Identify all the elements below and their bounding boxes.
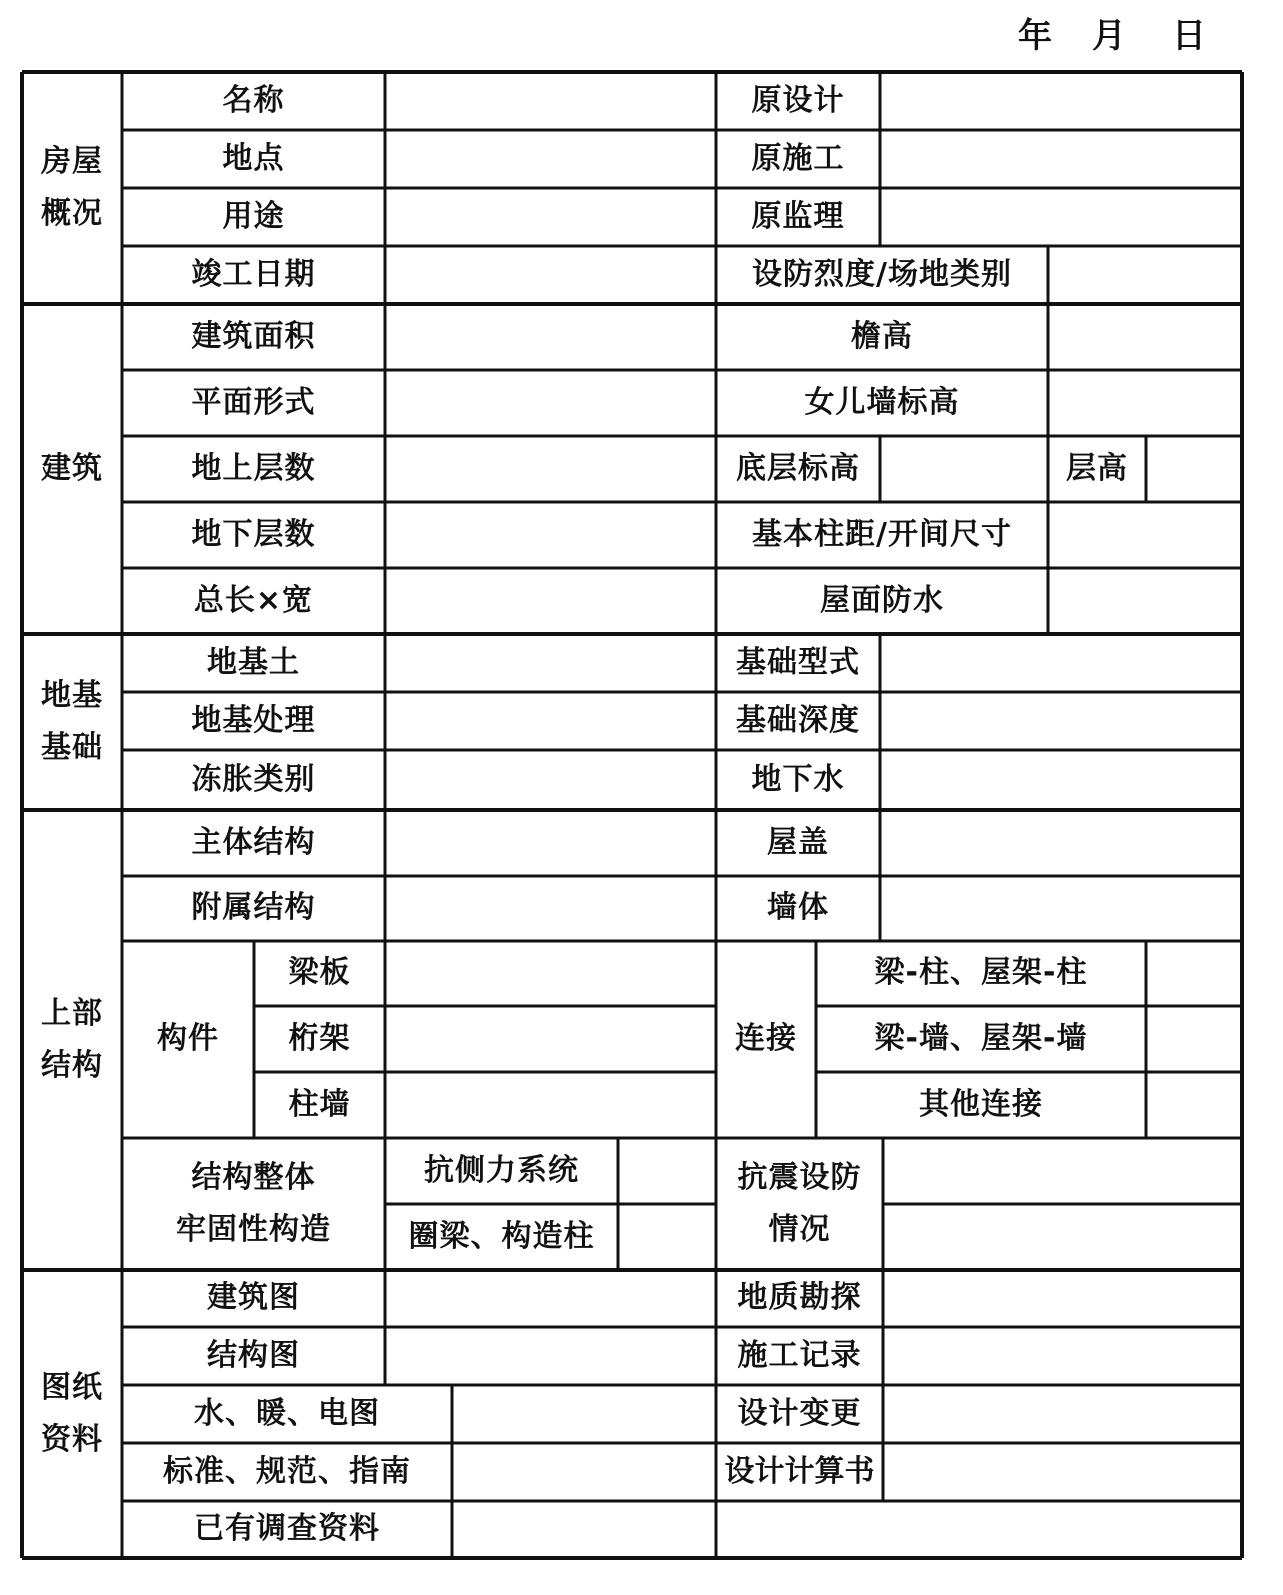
label-plan-form: 平面形式	[191, 384, 316, 420]
field-groundwater[interactable]	[880, 750, 1242, 810]
label-mep-drawings: 水、暖、电图	[194, 1395, 380, 1431]
field-original-design[interactable]	[880, 72, 1242, 130]
field-name[interactable]	[385, 72, 716, 130]
date-day-label: 日	[1172, 16, 1206, 56]
label-members: 构件	[157, 1021, 219, 1057]
field-column-wall[interactable]	[385, 1072, 716, 1138]
field-standards[interactable]	[452, 1443, 716, 1501]
label-eave-height: 檐高	[851, 318, 913, 354]
date-month-label: 月	[1092, 16, 1126, 56]
field-design-change[interactable]	[883, 1385, 1242, 1443]
label-auxiliary-structure: 附属结构	[191, 890, 316, 926]
field-ground-floor-elevation[interactable]	[880, 436, 1048, 502]
label-foundation-depth: 基础深度	[736, 702, 860, 738]
label-lateral-system: 抗侧力系统	[424, 1152, 579, 1188]
field-roof-cover[interactable]	[880, 810, 1242, 876]
field-floor-area[interactable]	[385, 304, 716, 370]
label-seismic-status: 抗震设防 情况	[737, 1159, 862, 1247]
label-story-height: 层高	[1066, 450, 1128, 486]
label-groundwater: 地下水	[751, 761, 845, 797]
field-beam-slab[interactable]	[385, 941, 716, 1006]
label-column-wall: 柱墙	[288, 1086, 351, 1122]
label-subsoil: 地基土	[207, 644, 300, 680]
label-floors-above: 地上层数	[191, 450, 316, 486]
label-original-design: 原设计	[751, 82, 845, 118]
field-seismic-site-class[interactable]	[1048, 246, 1242, 304]
field-floors-above[interactable]	[385, 436, 716, 502]
field-seismic-status-1[interactable]	[883, 1138, 1242, 1204]
label-geo-survey: 地质勘探	[737, 1280, 862, 1316]
field-main-structure[interactable]	[385, 810, 716, 876]
field-parapet-elevation[interactable]	[1048, 370, 1242, 436]
field-original-construction[interactable]	[880, 130, 1242, 188]
section-house-overview: 房屋 概况	[41, 143, 103, 231]
label-connection: 连接	[735, 1021, 797, 1057]
label-original-supervision: 原监理	[751, 198, 845, 234]
field-length-width[interactable]	[385, 568, 716, 634]
label-existing-survey: 已有调查资料	[194, 1511, 380, 1547]
date-year-label: 年	[1018, 16, 1052, 56]
label-foundation-treatment: 地基处理	[191, 702, 316, 738]
field-other-connection[interactable]	[1146, 1072, 1242, 1138]
field-usage[interactable]	[385, 188, 716, 246]
label-parapet-elevation: 女儿墙标高	[804, 384, 960, 420]
field-eave-height[interactable]	[1048, 304, 1242, 370]
label-beam-wall: 梁-墙、屋架-墙	[874, 1020, 1088, 1056]
field-floors-below[interactable]	[385, 502, 716, 568]
label-standards: 标准、规范、指南	[163, 1453, 411, 1489]
label-integrity: 结构整体 牢固性构造	[176, 1159, 331, 1247]
field-foundation-treatment[interactable]	[385, 692, 716, 750]
label-roof-waterproof: 屋面防水	[820, 582, 944, 618]
section-superstructure: 上部 结构	[41, 995, 103, 1083]
field-design-calc[interactable]	[883, 1443, 1242, 1501]
label-location: 地点	[222, 140, 285, 176]
section-building: 建筑	[41, 450, 103, 486]
field-story-height[interactable]	[1146, 436, 1242, 502]
field-construction-record[interactable]	[883, 1327, 1242, 1385]
field-arch-drawings[interactable]	[385, 1270, 716, 1327]
field-plan-form[interactable]	[385, 370, 716, 436]
field-geo-survey[interactable]	[883, 1270, 1242, 1327]
label-length-width: 总长×宽	[193, 582, 314, 618]
label-main-structure: 主体结构	[191, 824, 316, 860]
label-ground-floor-elevation: 底层标高	[736, 450, 860, 486]
section-drawings: 图纸 资料	[41, 1369, 103, 1457]
field-auxiliary-structure[interactable]	[385, 876, 716, 941]
section-foundation: 地基 基础	[41, 677, 103, 765]
field-beam-column[interactable]	[1146, 941, 1242, 1006]
label-usage: 用途	[222, 198, 285, 234]
field-lateral-system[interactable]	[618, 1138, 716, 1204]
label-ring-beam: 圈梁、构造柱	[408, 1218, 595, 1254]
field-beam-wall[interactable]	[1146, 1006, 1242, 1072]
field-roof-waterproof[interactable]	[1048, 568, 1242, 634]
field-seismic-status-2[interactable]	[883, 1204, 1242, 1270]
label-wall: 墙体	[767, 890, 829, 926]
label-name: 名称	[222, 82, 285, 118]
label-beam-column: 梁-柱、屋架-柱	[874, 955, 1088, 991]
label-completion-date: 竣工日期	[191, 256, 316, 292]
field-existing-survey[interactable]	[452, 1501, 1242, 1558]
field-location[interactable]	[385, 130, 716, 188]
label-struct-drawings: 结构图	[207, 1337, 300, 1373]
field-column-spacing[interactable]	[1048, 502, 1242, 568]
label-roof-cover: 屋盖	[767, 824, 829, 860]
field-wall[interactable]	[880, 876, 1242, 941]
label-other-connection: 其他连接	[919, 1086, 1043, 1122]
field-truss[interactable]	[385, 1006, 716, 1072]
label-construction-record: 施工记录	[737, 1337, 862, 1373]
label-floors-below: 地下层数	[191, 516, 316, 552]
field-frost-heave[interactable]	[385, 750, 716, 810]
field-original-supervision[interactable]	[880, 188, 1242, 246]
field-struct-drawings[interactable]	[385, 1327, 716, 1385]
label-column-spacing: 基本柱距/开间尺寸	[752, 516, 1012, 552]
label-arch-drawings: 建筑图	[207, 1280, 300, 1316]
label-design-calc: 设计计算书	[724, 1453, 875, 1489]
label-design-change: 设计变更	[737, 1395, 862, 1431]
label-beam-slab: 梁板	[288, 955, 351, 991]
label-truss: 桁架	[288, 1020, 351, 1056]
field-ring-beam[interactable]	[618, 1204, 716, 1270]
label-foundation-type: 基础型式	[736, 644, 860, 680]
field-subsoil[interactable]	[385, 634, 716, 692]
label-original-construction: 原施工	[751, 140, 845, 176]
label-frost-heave: 冻胀类别	[191, 761, 316, 797]
field-mep-drawings[interactable]	[452, 1385, 716, 1443]
label-floor-area: 建筑面积	[191, 318, 316, 354]
label-seismic-site-class: 设防烈度/场地类别	[752, 256, 1012, 292]
field-completion-date[interactable]	[385, 246, 716, 304]
field-foundation-type[interactable]	[880, 634, 1242, 692]
field-foundation-depth[interactable]	[880, 692, 1242, 750]
